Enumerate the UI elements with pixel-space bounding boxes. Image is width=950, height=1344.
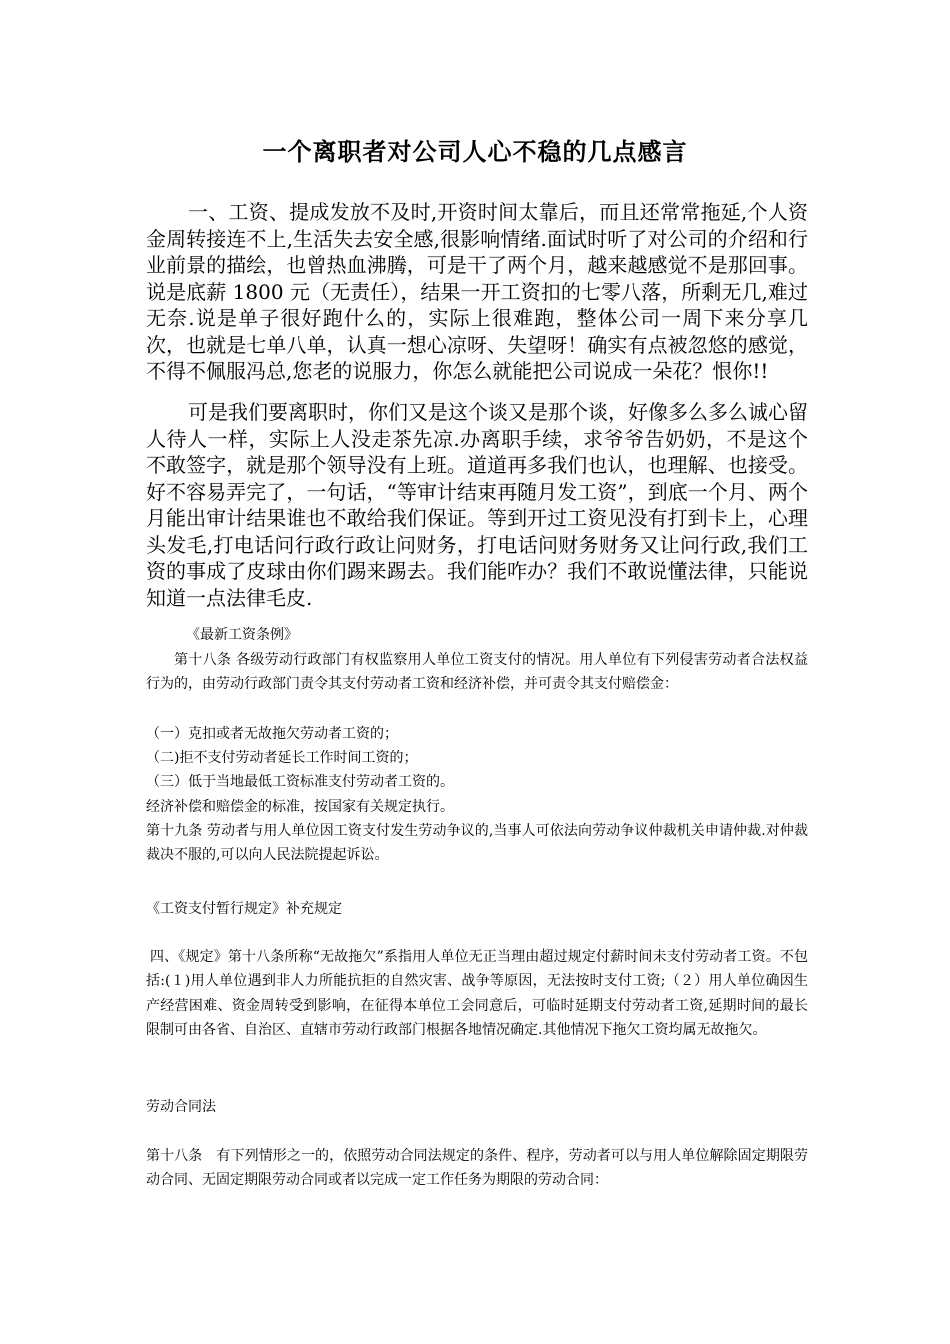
paragraph-resignation-process: 可是我们要离职时，你们又是这个谈又是那个谈，好像多么多么诚心留人待人一样，实际上人没走茶先凉.办离职手续，求爷爷告奶奶，不是这个不敢签字，就是那个领导没有上班。道道再多我们也认，也理解、也接受。好不容易弄完了，一句话，“等审计结束再随月发工资”，到底一个月、两个月能出审计结果谁也不敢给我们保证。等到开过工资见没有打到卡上，心理头发毛,打电话问行政行政让问财务，打电话问财务财务又让问行政,我们工资的事成了皮球由你们踢来踢去。我们能咋办？我们不敢说懂法律，只能说知道一点法律毛皮. bbox=[146, 400, 808, 610]
labor-law-title: 劳动合同法 bbox=[146, 1099, 216, 1115]
document-title: 一个离职者对公司人心不稳的几点感言 bbox=[262, 137, 688, 166]
paragraph-salary-delay: 一、工资、提成发放不及时,开资时间太靠后，而且还常常拖延,个人资金周转接连不上,生活失去安全感,很影响情绪.面试时听了对公司的介绍和行业前景的描绘，也曾热血沸腾，可是干了两个月，越来越感觉不是那回事。说是底薪 1800 元（无责任），结果一开工资扣的七零八落，所剩无几,难过无奈.说是单子很好跑什么的，实际上很难跑，整体公司一周下来分享几次，也就是七单八单，认真一想心凉呀、失望呀！确实有点被忽悠的感觉，不得不佩服冯总,您老的说服力，你怎么就能把公司说成一朵花？恨你!! bbox=[146, 200, 808, 383]
regulation-title: 《最新工资条例》 bbox=[186, 627, 298, 643]
supplement-title: 《工资支付暂行规定》补充规定 bbox=[146, 901, 342, 917]
regulation-compensation: 经济补偿和赔偿金的标准，按国家有关规定执行。 bbox=[146, 799, 454, 815]
regulation-item-2: （二)拒不支付劳动者延长工作时间工资的； bbox=[146, 750, 418, 766]
labor-law-article-18: 第十八条 有下列情形之一的，依照劳动合同法规定的条件、程序，劳动者可以与用人单位解除固定期限劳动合同、无固定期限劳动合同或者以完成一定工作任务为期限的劳动合同： bbox=[146, 1148, 808, 1189]
regulation-article-18: 第十八条 各级劳动行政部门有权监察用人单位工资支付的情况。用人单位有下列侵害劳动者合法权益行为的，由劳动行政部门责令其支付劳动者工资和经济补偿，并可责令其支付赔偿金： bbox=[146, 652, 808, 693]
regulation-item-1: （一）克扣或者无故拖欠劳动者工资的； bbox=[146, 726, 398, 742]
regulation-article-19: 第十九条 劳动者与用人单位因工资支付发生劳动争议的,当事人可依法向劳动争议仲裁机关申请仲裁.对仲裁裁决不服的,可以向人民法院提起诉讼。 bbox=[146, 823, 808, 864]
supplement-item-4: 四、《规定》第十八条所称“无故拖欠”系指用人单位无正当理由超过规定付薪时间未支付劳动者工资。不包括:(１)用人单位遇到非人力所能抗拒的自然灾害、战争等原因，无法按时支付工资;（２）用人单位确因生产经营困难、资金周转受到影响，在征得本单位工会同意后，可临时延期支付劳动者工资,延期时间的最长限制可由各省、自治区、直辖市劳动行政部门根据各地情况确定.其他情况下拖欠工资均属无故拖欠。 bbox=[146, 949, 808, 1039]
regulation-item-3: （三）低于当地最低工资标准支付劳动者工资的。 bbox=[146, 774, 454, 790]
